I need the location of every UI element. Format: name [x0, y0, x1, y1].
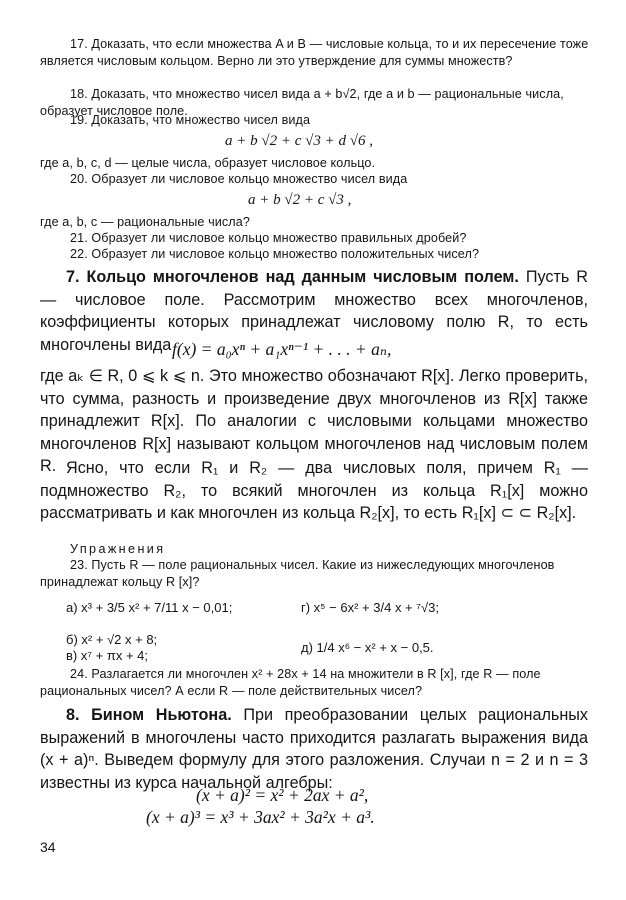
exercise-17: 17. Доказать, что если множества A и B — числовые кольца, то и их пересечение тоже является числовым кольцом. Верно ли это утверждение для суммы множеств?	[40, 37, 589, 68]
binomial-cube: (x + a)³ = x³ + 3ax² + 3a²x + a³.	[146, 807, 375, 827]
binomial-square: (x + a)² = x² + 2ax + a²,	[196, 785, 369, 805]
polynomial-formula: f(x) = a₀xⁿ + a₁xⁿ⁻¹ + . . . + aₙ,	[172, 339, 392, 359]
exercise-23-d: д) 1/4 x⁶ − x² + x − 0,5.	[301, 640, 434, 655]
exercise-19-cont: где a, b, c, d — целые числа, образует числовое кольцо.	[40, 156, 376, 170]
exercise-23-b: б) x² + √2 x + 8;	[66, 632, 158, 647]
exercise-23: 23. Пусть R — поле рациональных чисел. Какие из нижеследующих многочленов принадлежат кольцу R [x]?	[40, 558, 555, 589]
exercise-23-a: а) x³ + 3/5 x² + 7/11 x − 0,01;	[66, 600, 233, 615]
formula-19: a + b √2 + c √3 + d √6 ,	[225, 133, 373, 149]
exercise-23-v: в) x⁷ + πx + 4;	[66, 648, 148, 663]
section-7-paragraph-3: Ясно, что если R₁ и R₂ — два числовых поля, причем R₁ — подмножество R₂, то всякий многочлен из кольца R₁[x] можно рассматривать и как многочлен из кольца R₂[x], то есть R₁[x] ⊂ ⊂ R₂[x].	[40, 459, 588, 523]
exercise-20: 20. Образует ли числовое кольцо множество чисел вида	[70, 172, 408, 186]
formula-20: a + b √2 + c √3 ,	[248, 192, 352, 208]
exercise-24: 24. Разлагается ли многочлен x² + 28x + 14 на множители в R [x], где R — поле рациональных чисел? А если R — поле действительных чисел?	[40, 667, 541, 698]
section-8-text: При преобразовании целых рациональных выражений в многочлены часто приходится разлагать выражения вида (x + a)ⁿ. Выведем формулу для этого разложения. Случаи n = 2 и n = 3 известны из курса начальной алгебры:	[40, 706, 589, 792]
section-8-intro	[40, 704, 588, 794]
page-number: 34	[40, 839, 56, 855]
exercise-20-cont: где a, b, c — рациональные числа?	[40, 215, 250, 229]
section-7-paragraph-2: где aₖ ∈ R, 0 ⩽ k ⩽ n. Это множество обозначают R[x]. Легко проверить, что сумма, разность и произведение двух многочленов из R[x] также принадлежит R[x]. По аналогии с числовыми кольцами множество многочленов R[x] называют кольцом многочленов над числовым полем R.	[40, 367, 588, 476]
exercise-18: 18. Доказать, что множество чисел вида a + b√2, где a и b — рациональные числа, образует числовое поле.	[40, 87, 564, 118]
exercise-21: 21. Образует ли числовое кольцо множество правильных дробей?	[70, 231, 467, 245]
section-8-title: 8. Бином Ньютона.	[66, 706, 232, 724]
exercise-23-g: г) x⁵ − 6x² + 3/4 x + ⁷√3;	[301, 600, 439, 615]
exercise-19: 19. Доказать, что множество чисел вида	[70, 113, 311, 127]
exercise-22: 22. Образует ли числовое кольцо множество положительных чисел?	[70, 247, 480, 261]
section-7-title: 7. Кольцо многочленов над данным числовым полем.	[66, 268, 519, 286]
exercises-heading: Упражнения	[70, 542, 166, 556]
section-7-text: Пусть R — числовое поле. Рассмотрим множество всех многочленов, коэффициенты которых принадлежат числовому полю R, то есть многочлены вида	[40, 268, 588, 354]
